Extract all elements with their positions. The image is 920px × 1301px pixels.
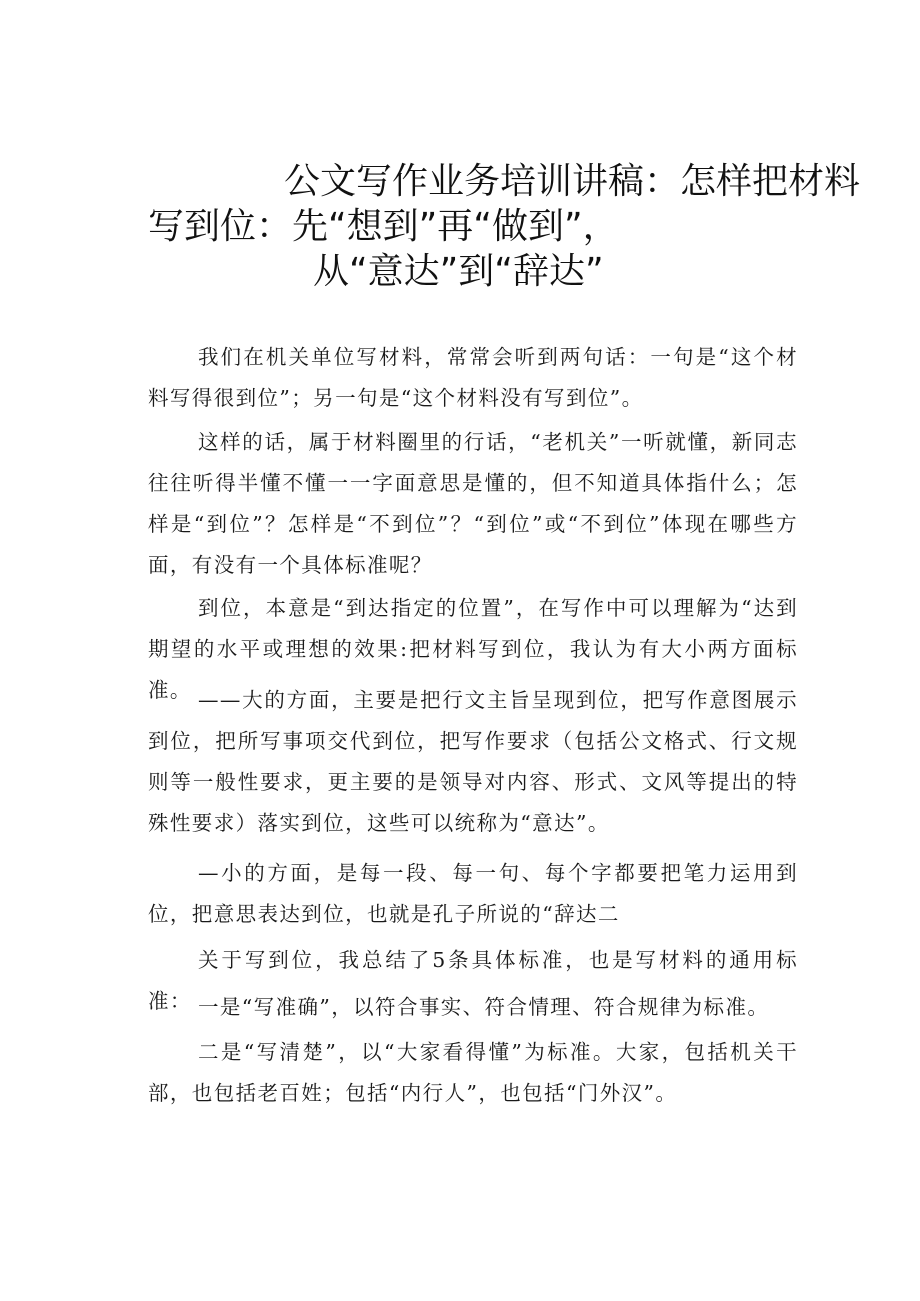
- paragraph-standard-2: 二是“写清楚”，以“大家看得懂”为标准。大家，包括机关干部，也包括老百姓；包括“内行人”，也包括“门外汉”。: [148, 1040, 798, 1105]
- paragraph-definition: 到位，本意是“到达指定的位置”，在写作中可以理解为“达到期望的水平或理想的效果:把材料写到位，我认为有大小两方面标准。: [148, 596, 798, 702]
- document-title-line-1: 公文写作业务培训讲稿：怎样把材料: [284, 161, 861, 202]
- paragraph-small-aspect: —小的方面，是每一段、每一句、每个字都要把笔力运用到位，把意思表达到位，也就是孔子所说的“辞达二: [148, 861, 798, 926]
- document-title-line-3: 从“意达”到“辞达”: [313, 251, 604, 292]
- paragraph-intro: 我们在机关单位写材料，常常会听到两句话：一句是“这个材料写得很到位”；另一句是“这个材料没有写到位”。: [148, 345, 798, 410]
- paragraph-big-aspect: ——大的方面，主要是把行文主旨呈现到位，把写作意图展示到位，把所写事项交代到位，把写作要求（包括公文格式、行文规则等一般性要求，更主要的是领导对内容、形式、文风等提出的特殊性要求）落实到位，这些可以统称为“意达”。: [148, 688, 798, 835]
- paragraph-standards-intro: 关于写到位，我总结了5条具体标准，也是写材料的通用标准：: [148, 948, 798, 1013]
- paragraph-jargon: 这样的话，属于材料圈里的行话，“老机关”一听就懂，新同志往往听得半懂不懂一一字面意思是懂的，但不知道具体指什么；怎样是“到位”？怎样是“不到位”？“到位”或“不到位”体现在哪些方面，有没有一个具体标准呢？: [148, 430, 798, 577]
- paragraph-standard-1: 一是“写准确”，以符合事实、符合情理、符合规律为标准。: [198, 995, 770, 1019]
- document-title-line-2: 写到位：先“想到”再“做到”，: [148, 206, 619, 247]
